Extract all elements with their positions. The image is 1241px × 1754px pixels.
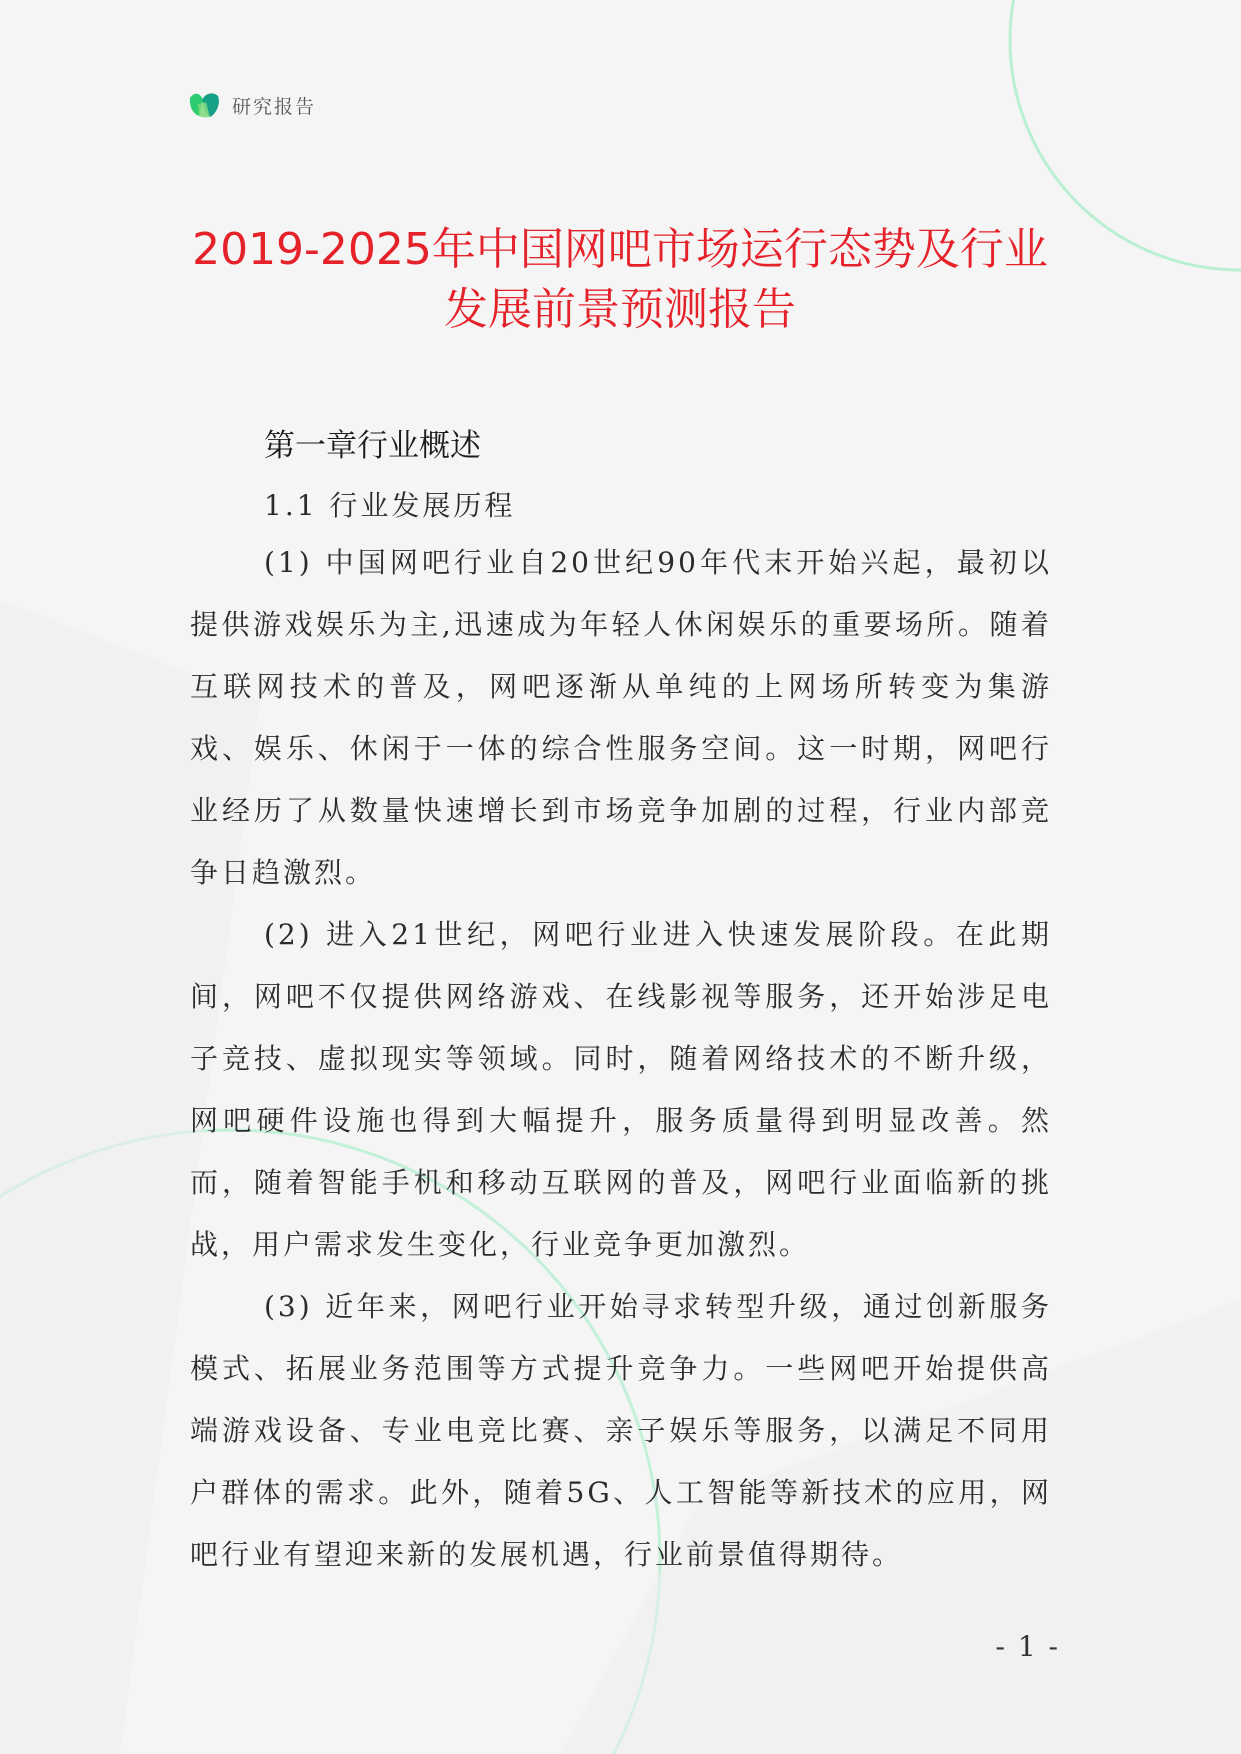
document-title [180,220,1060,340]
paragraph: (1) 中国网吧行业自20世纪90年代末开始兴起，最初以提供游戏娱乐为主,迅速成为年轻人休闲娱乐的重要场所。随着互联网技术的普及，网吧逐渐从单纯的上网场所转变为集游戏、娱乐、休闲于一体的综合性服务空间。这一时期，网吧行业经历了从数量快速增长到市场竞争加剧的过程，行业内部竞争日趋激烈。 [190,546,1052,889]
page-number: - 1 - [995,1630,1060,1663]
section-heading: 1.1 行业发展历程 [264,489,516,522]
chapter-heading: 第一章行业概述 [264,428,481,464]
paragraph: (3) 近年来，网吧行业开始寻求转型升级，通过创新服务模式、拓展业务范围等方式提升竞争力。一些网吧开始提供高端游戏设备、专业电竞比赛、亲子娱乐等服务，以满足不同用户群体的需求。此外，随着5G、人工智能等新技术的应用，网吧行业有望迎来新的发展机遇，行业前景值得期待。 [190,1290,1052,1571]
body-text [190,532,1052,1586]
title-line-1: 2019-2025年中国网吧市场运行态势及行业 [192,224,1048,275]
paragraph: (2) 进入21世纪，网吧行业进入快速发展阶段。在此期间，网吧不仅提供网络游戏、在线影视等服务，还开始涉足电子竞技、虚拟现实等领域。同时，随着网络技术的不断升级，网吧硬件设施也得到大幅提升，服务质量得到明显改善。然而，随着智能手机和移动互联网的普及，网吧行业面临新的挑战，用户需求发生变化，行业竞争更加激烈。 [190,918,1052,1261]
logo-icon [188,90,222,120]
title-line-2: 发展前景预测报告 [444,284,796,335]
header-label: 研究报告 [232,96,317,118]
